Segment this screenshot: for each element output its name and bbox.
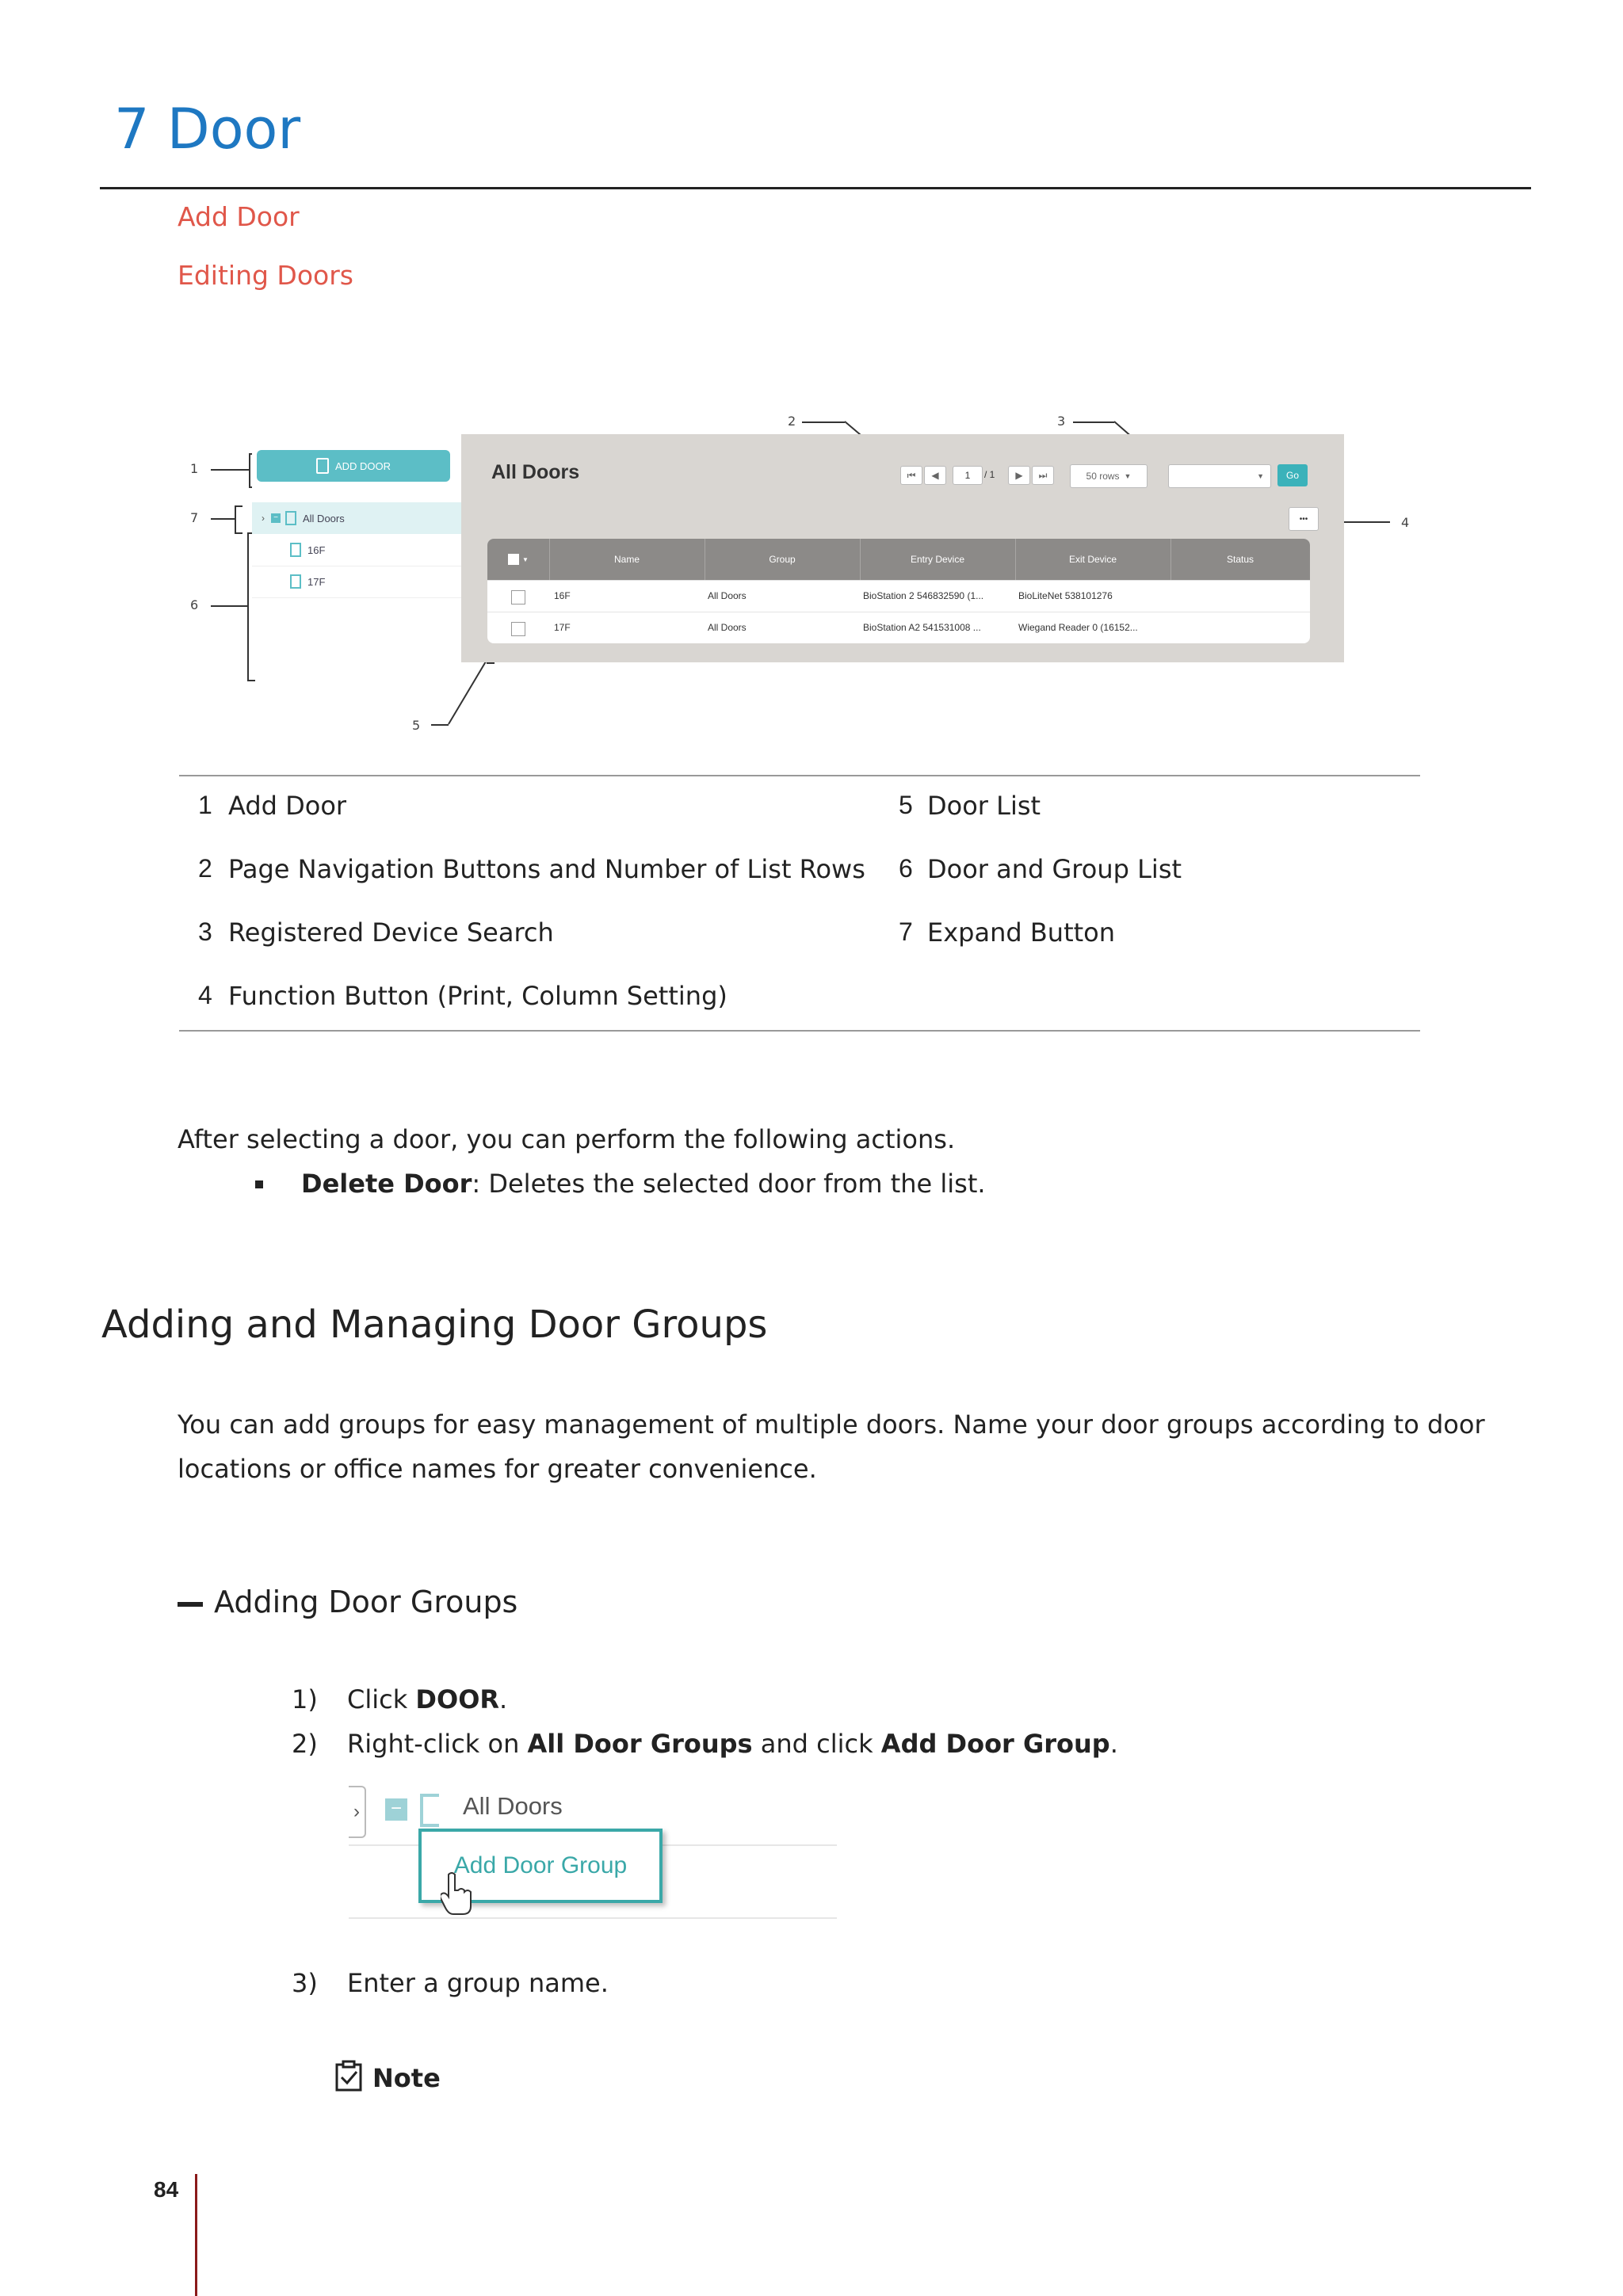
prev-page-icon: ◀: [931, 470, 939, 481]
add-door-label: ADD DOOR: [334, 460, 391, 472]
step-number: 1): [292, 1684, 318, 1714]
cell-exit-device: Wiegand Reader 0 (16152...: [1018, 622, 1138, 633]
chevron-down-icon: ▼: [1257, 472, 1264, 480]
add-door-group-menu-item[interactable]: Add Door Group: [418, 1829, 663, 1903]
legend-num: 5: [899, 791, 913, 819]
subsection-title: Adding Door Groups: [214, 1585, 518, 1619]
legend-text: Page Navigation Buttons and Number of List Rows: [228, 854, 865, 884]
callout-2: 2: [788, 414, 796, 429]
step-number: 3): [292, 1968, 318, 1998]
row-divider: [349, 1917, 837, 1919]
callout-4: 4: [1401, 515, 1410, 530]
column-header-group[interactable]: Group: [705, 539, 861, 580]
section-para-line1: You can add groups for easy management of multiple doors. Name your door groups according to door: [178, 1409, 1485, 1440]
delete-door-desc: : Deletes the selected door from the list.: [472, 1169, 986, 1199]
step-3: Enter a group name.: [347, 1968, 609, 1998]
callout-6: 6: [190, 597, 199, 612]
folder-door-icon: [285, 511, 296, 525]
hand-cursor-icon: [441, 1871, 475, 1916]
toc-link-editing-doors[interactable]: Editing Doors: [178, 260, 353, 291]
legend-top-rule: [179, 775, 1420, 776]
step-text-part: and click: [752, 1729, 881, 1759]
all-door-groups-label: All Door Groups: [527, 1729, 753, 1759]
tree-item-17f[interactable]: [252, 566, 461, 598]
section-title: Adding and Managing Door Groups: [101, 1302, 768, 1347]
section-para-line2: locations or office names for greater convenience.: [178, 1454, 817, 1484]
table-row[interactable]: [487, 580, 1310, 612]
page-total: / 1: [984, 469, 995, 480]
collapse-minus-icon[interactable]: −: [271, 513, 281, 523]
device-search-select[interactable]: [1168, 464, 1271, 488]
legend-num: 1: [198, 791, 212, 819]
menu-tree-root-label: All Doors: [463, 1792, 563, 1820]
select-all-checkbox[interactable]: [508, 554, 519, 565]
add-door-button[interactable]: [257, 450, 450, 482]
first-page-button[interactable]: [900, 466, 922, 485]
cell-entry-device: BioStation 2 546832590 (1...: [863, 590, 984, 601]
step-text-part: .: [1109, 1729, 1118, 1759]
legend-num: 3: [198, 917, 212, 946]
tree-item-16f[interactable]: [252, 534, 461, 566]
column-header-entry-device[interactable]: Entry Device: [860, 539, 1016, 580]
row-checkbox[interactable]: [511, 590, 525, 605]
expand-chevron-icon[interactable]: ›: [349, 1786, 366, 1838]
cell-name: 16F: [554, 590, 571, 601]
chevron-down-icon: ▼: [1124, 472, 1132, 480]
legend-text: Function Button (Print, Column Setting): [228, 981, 727, 1011]
expand-chevron-icon[interactable]: ›: [262, 513, 265, 524]
tree-root-all-doors[interactable]: [252, 502, 461, 534]
legend-num: 4: [198, 981, 212, 1009]
go-button[interactable]: Go: [1277, 464, 1308, 486]
callout-7: 7: [190, 510, 199, 525]
callout-5: 5: [412, 718, 421, 733]
legend-text: Door List: [927, 791, 1041, 821]
callout-3: 3: [1057, 414, 1066, 429]
cell-exit-device: BioLiteNet 538101276: [1018, 590, 1113, 601]
door-menu-label: DOOR: [415, 1684, 500, 1714]
legend-bottom-rule: [179, 1030, 1420, 1032]
rows-per-page-label: 50 rows: [1086, 471, 1120, 482]
column-header-name[interactable]: Name: [549, 539, 705, 580]
step-1: [347, 1684, 507, 1714]
panel-title: All Doors: [491, 461, 580, 483]
page-number: 84: [154, 2177, 179, 2202]
last-page-button[interactable]: [1032, 466, 1054, 485]
tree-item-label: 16F: [307, 543, 326, 556]
legend-num: 2: [198, 854, 212, 883]
tree-item-label: 17F: [307, 575, 326, 588]
legend-num: 7: [899, 917, 913, 946]
column-header-exit-device[interactable]: Exit Device: [1015, 539, 1171, 580]
prev-page-button[interactable]: [924, 466, 946, 485]
chevron-down-icon: ▼: [522, 555, 529, 563]
table-header: [487, 539, 1310, 580]
step-2: [347, 1729, 1118, 1759]
legend-num: 6: [899, 854, 913, 883]
legend-text: Add Door: [228, 791, 347, 821]
column-header-status[interactable]: Status: [1226, 554, 1254, 565]
next-page-button[interactable]: [1008, 466, 1030, 485]
legend-text: Door and Group List: [927, 854, 1182, 884]
tree-root-label: All Doors: [303, 512, 345, 524]
first-page-icon: ⏮: [907, 469, 916, 481]
step-text-part: Right-click on: [347, 1729, 528, 1759]
legend-text: Expand Button: [927, 917, 1116, 948]
subsection-dash: [178, 1602, 203, 1607]
page-margin-bar: [195, 2174, 197, 2296]
toc-link-add-door[interactable]: Add Door: [178, 201, 300, 232]
function-more-button[interactable]: •••: [1289, 507, 1319, 531]
next-page-icon: ▶: [1015, 470, 1023, 481]
note-label: Note: [372, 2063, 441, 2093]
door-list-table: [487, 539, 1310, 643]
folder-door-icon: [420, 1794, 439, 1827]
chapter-title: 7 Door: [114, 97, 301, 162]
collapse-minus-icon[interactable]: −: [385, 1798, 407, 1821]
delete-door-label: Delete Door: [301, 1169, 472, 1199]
add-door-group-label: Add Door Group: [880, 1729, 1110, 1759]
callout-diagonals: [0, 0, 1623, 792]
step-text-part: Click: [347, 1684, 416, 1714]
cell-entry-device: BioStation A2 541531008 ...: [863, 622, 981, 633]
page-number-input[interactable]: 1: [953, 466, 983, 485]
actions-intro: After selecting a door, you can perform the following actions.: [178, 1124, 956, 1154]
cell-group: All Doors: [708, 622, 747, 633]
cell-name: 17F: [554, 622, 571, 633]
table-row[interactable]: [487, 612, 1310, 643]
step-number: 2): [292, 1729, 318, 1759]
door-icon: [290, 574, 301, 589]
last-page-icon: ⏭: [1038, 469, 1048, 481]
row-checkbox[interactable]: [511, 622, 525, 636]
door-icon: [316, 458, 329, 474]
door-icon: [290, 543, 301, 557]
callout-1: 1: [190, 461, 199, 476]
step-text-part: .: [499, 1684, 508, 1714]
delete-door-bullet: [301, 1161, 986, 1206]
note-clipboard-icon: [334, 2060, 363, 2092]
select-all-header[interactable]: [487, 539, 550, 580]
rows-per-page-select[interactable]: [1070, 464, 1148, 488]
bullet-marker: [255, 1180, 263, 1188]
legend-text: Registered Device Search: [228, 917, 554, 948]
cell-group: All Doors: [708, 590, 747, 601]
